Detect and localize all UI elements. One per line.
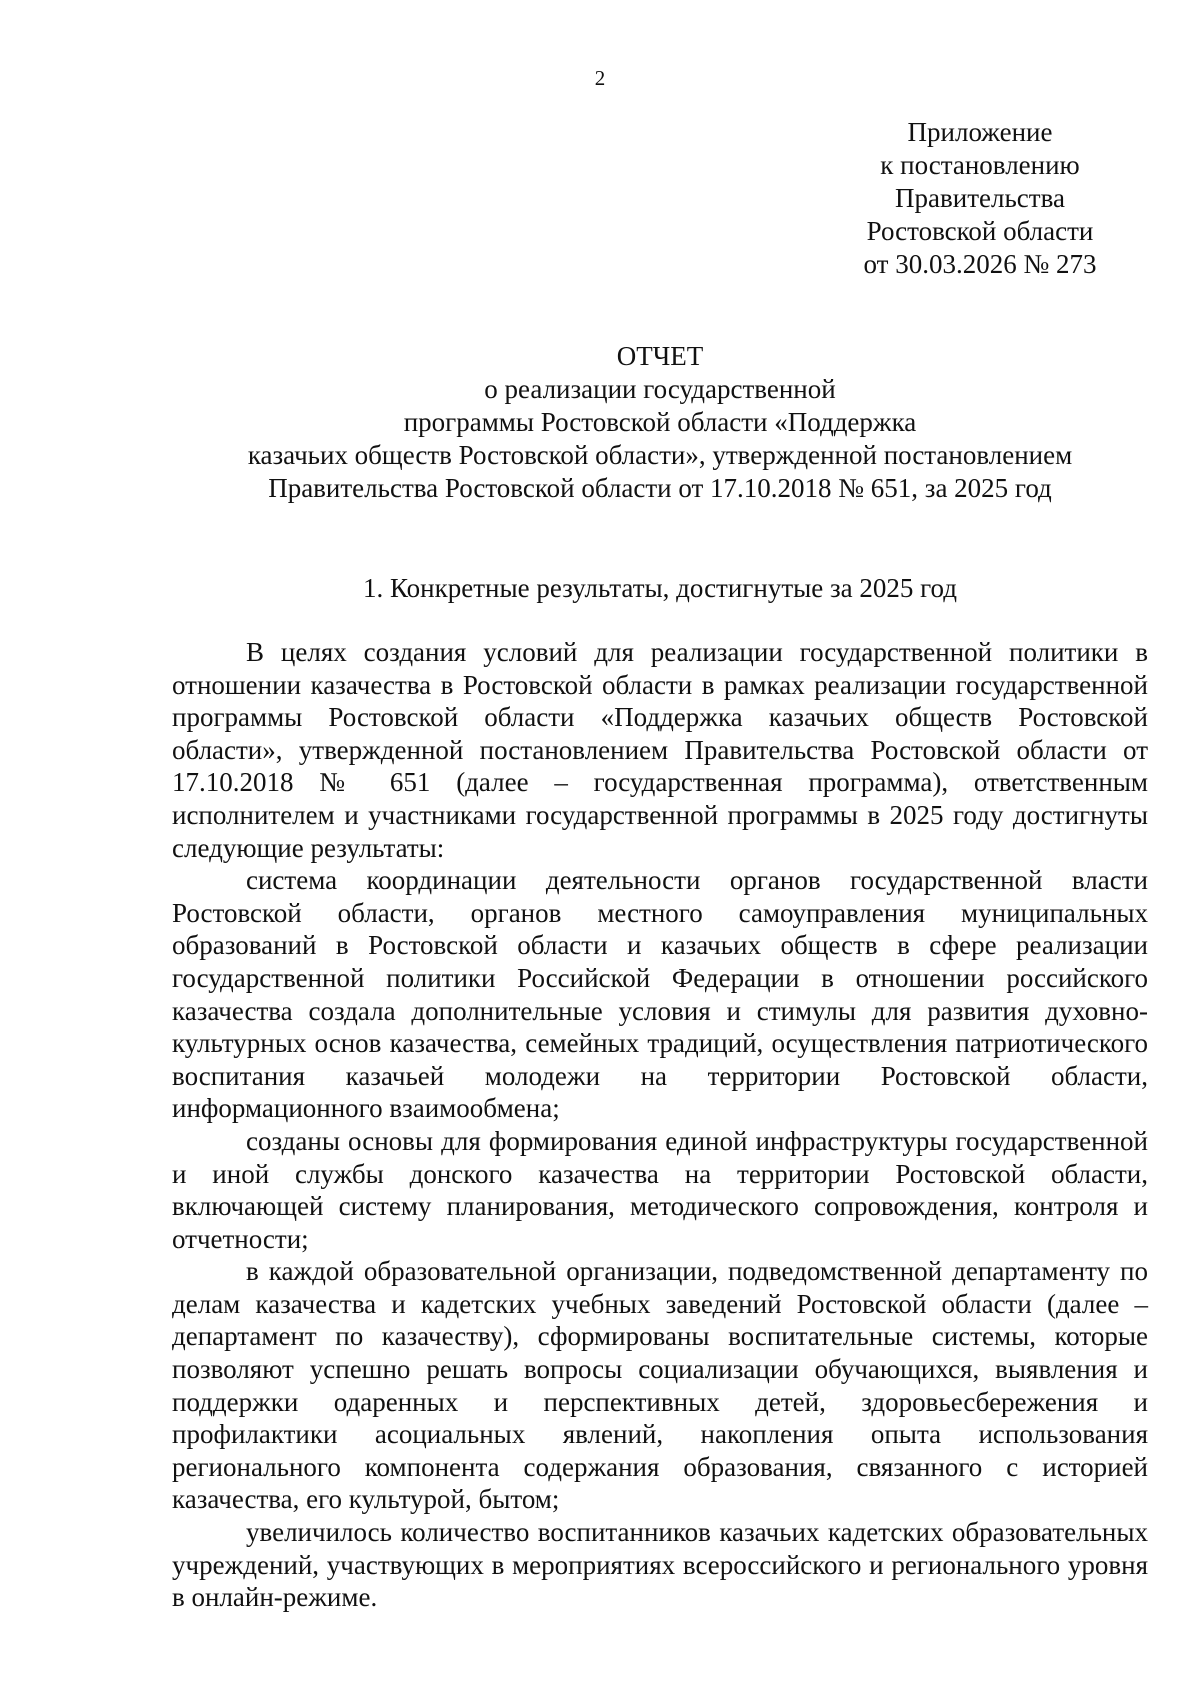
appendix-block bbox=[830, 116, 1130, 281]
body-paragraph: В целях создания условий для реализации государственной политики в отношении казачества в Ростовской области в рамках реализации государственной программы Ростовской области «Поддержка казачьих обществ Ростовской области», утвержденной постановлением Правительства Ростовской области от 17.10.2018 № 651 (далее – государственная программа), ответственным исполнителем и участниками государственной программы в 2025 году достигнуты следующие результаты: bbox=[172, 637, 1148, 863]
body-paragraph: созданы основы для формирования единой инфраструктуры государственной и иной службы донского казачества на территории Ростовской области, включающей систему планирования, методического сопровождения, контроля и отчетности; bbox=[172, 1125, 1148, 1254]
appendix-line: Ростовской области bbox=[866, 216, 1094, 246]
report-subtitle-line: программы Ростовской области «Поддержка bbox=[403, 407, 917, 437]
body-paragraph: система координации деятельности органов государственной власти Ростовской области, органов местного самоуправления муниципальных образований в Ростовской области и казачьих обществ в сфере реализации государственной политики Российской Федерации в отношении российского казачества создала дополнительные условия и стимулы для развития духовно-культурных основ казачества, семейных традиций, осуществления патриотического воспитания казачьей молодежи на территории Ростовской области, информационного взаимообмена; bbox=[172, 865, 1148, 1124]
report-subtitle-line: казачьих обществ Ростовской области», утвержденной постановлением bbox=[247, 440, 1073, 470]
report-subtitle-line: Правительства Ростовской области от 17.10.2018 № 651, за 2025 год bbox=[268, 473, 1052, 503]
report-title-block bbox=[160, 340, 1160, 505]
appendix-line: Приложение bbox=[907, 117, 1053, 147]
body-paragraph: увеличилось количество воспитанников казачьих кадетских образовательных учреждений, участвующих в мероприятиях всероссийского и регионального уровня в онлайн-режиме. bbox=[172, 1517, 1148, 1613]
body-paragraph: в каждой образовательной организации, подведомственной департаменту по делам казачества и кадетских учебных заведений Ростовской области (далее – департамент по казачеству), сформированы воспитательные системы, которые позволяют успешно решать вопросы социализации обучающихся, выявления и поддержки одаренных и перспективных детей, здоровьесбережения и профилактики асоциальных явлений, накопления опыта использования регионального компонента содержания образования, связанного с историей казачества, его культурой, бытом; bbox=[172, 1256, 1148, 1515]
section-heading: 1. Конкретные результаты, достигнутые за 2025 год bbox=[362, 573, 958, 603]
appendix-line: от 30.03.2026 № 273 bbox=[863, 249, 1097, 279]
report-subtitle-line: о реализации государственной bbox=[484, 374, 836, 404]
section-body bbox=[172, 636, 1148, 1614]
appendix-line: Правительства bbox=[895, 183, 1065, 213]
appendix-line: к постановлению bbox=[880, 150, 1080, 180]
page-number: 2 bbox=[594, 66, 606, 90]
report-title: ОТЧЕТ bbox=[616, 341, 704, 371]
